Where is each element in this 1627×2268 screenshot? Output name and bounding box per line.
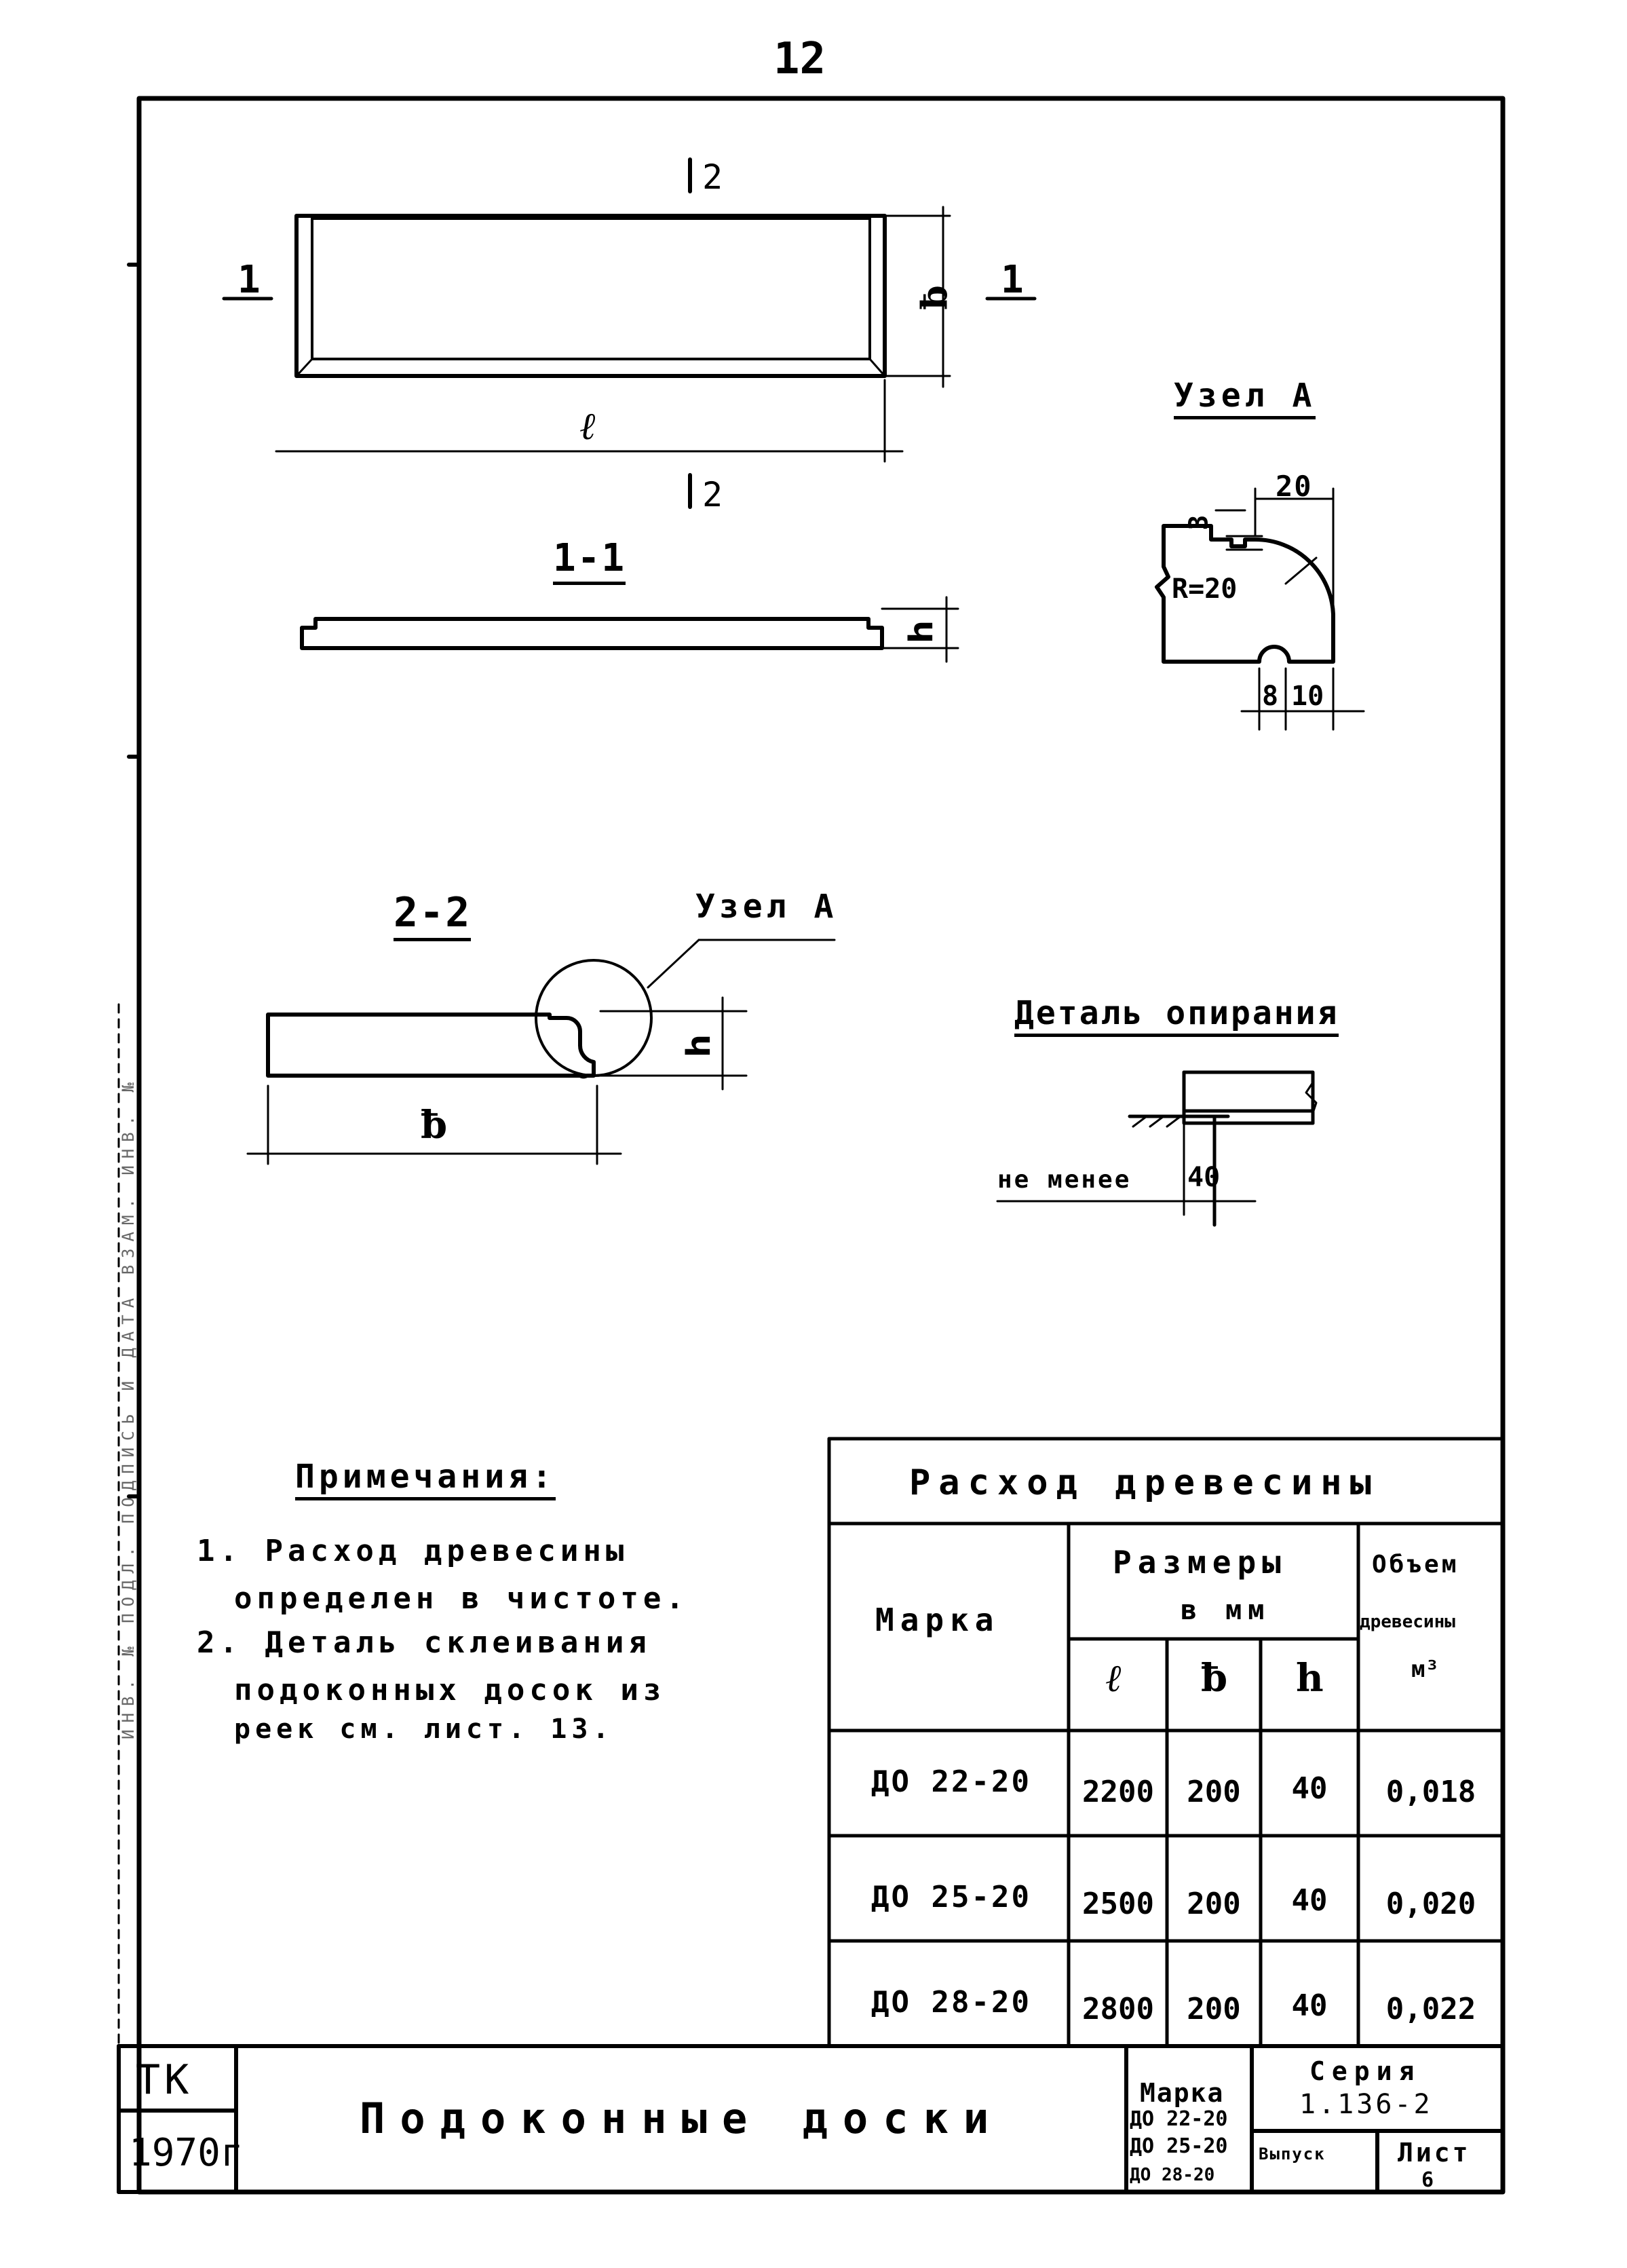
title-block-mark-label: Марка — [1140, 2078, 1225, 2108]
title-block-sheet-label: Лист — [1398, 2138, 1471, 2168]
plan-section-mark-left: 1 — [237, 258, 265, 302]
section-2-2-title: 2-2 — [394, 889, 471, 941]
title-block-mark-1: ДО 22-20 — [1130, 2107, 1228, 2131]
notes-line-4: подоконных досок из — [234, 1673, 666, 1707]
table-row-2-v: 0,020 — [1385, 1886, 1476, 1921]
table-row-3-l: 2800 — [1082, 1991, 1154, 2026]
table-col-volume-sub: древесины — [1360, 1612, 1455, 1632]
table-row-1-mark: ДО 22-20 — [871, 1764, 1031, 1799]
table-row-2-h: 40 — [1291, 1883, 1328, 1918]
table-row-1-h: 40 — [1291, 1771, 1328, 1806]
table-sub-h: h — [1296, 1656, 1328, 1701]
table-row-3-v: 0,022 — [1385, 1991, 1476, 2026]
table-grid — [829, 1439, 1503, 2046]
sheet-number: 12 — [773, 34, 826, 84]
table-col-sizes-unit: в мм — [1181, 1595, 1271, 1626]
margin-note: ИНВ. № ПОДЛ. ПОДПИСЬ И ДАТА ВЗАМ. ИНВ. № — [118, 1076, 138, 1739]
notes-line-1: 1. Расход древесины — [197, 1534, 629, 1568]
table-row-1-v: 0,018 — [1385, 1774, 1476, 1809]
table-row-2-l: 2500 — [1082, 1886, 1154, 1921]
plan-dim-width: ƀ — [914, 281, 956, 310]
plan-section-mark-right: 1 — [1001, 258, 1028, 302]
plan-dim-length: ℓ — [580, 404, 600, 449]
section-2-2-node-label: Узел А — [695, 888, 838, 926]
title-block-sheet: 6 — [1421, 2168, 1434, 2192]
title-block-org: ТК — [136, 2056, 193, 2104]
section-2-2-dim-h: h — [680, 1029, 719, 1058]
notes-line-5: реек см. лист. 13. — [234, 1714, 614, 1745]
title-block-mark-2: ДО 25-20 — [1130, 2134, 1228, 2158]
title-block-mark-3: ДО 28-20 — [1130, 2165, 1215, 2185]
notes-line-2: определен в чистоте. — [234, 1581, 689, 1616]
table-row-3-b: 200 — [1187, 1991, 1241, 2026]
support-detail-title: Деталь опирания — [1014, 994, 1339, 1037]
section-1-1-profile — [302, 619, 882, 648]
node-a-dim-8: 8 — [1262, 681, 1279, 712]
node-a-dim-10: 10 — [1291, 681, 1324, 712]
table-row-2-b: 200 — [1187, 1886, 1241, 1921]
plan-section-mark-bottom: 2 — [702, 475, 727, 514]
title-block-series: 1.136-2 — [1299, 2089, 1433, 2120]
section-2-2-profile — [268, 1015, 594, 1076]
node-a-dim-20: 20 — [1276, 470, 1313, 503]
plan-section-mark-top: 2 — [702, 157, 727, 197]
table-row-3-mark: ДО 28-20 — [871, 1984, 1031, 2020]
table-row-3-h: 40 — [1291, 1988, 1328, 2023]
section-1-1-dim-h: h — [902, 616, 941, 644]
support-detail-label: не менее — [997, 1166, 1132, 1194]
section-2-2-dim-width: ƀ — [421, 1103, 452, 1148]
table-col-volume-unit: м³ — [1411, 1656, 1439, 1683]
table-row-2-mark: ДО 25-20 — [871, 1879, 1031, 1914]
notes-title: Примечания: — [295, 1458, 556, 1500]
table-col-mark: Марка — [875, 1602, 1000, 1638]
title-block-year: 1970г — [129, 2131, 244, 2175]
table-sub-l: ℓ — [1106, 1656, 1126, 1701]
node-a-radius: R=20 — [1172, 573, 1238, 605]
table-title: Расход древесины — [909, 1462, 1379, 1503]
node-a-title: Узел А — [1174, 377, 1316, 419]
node-a-dim-3: 3 — [1183, 510, 1214, 531]
notes-line-3: 2. Деталь склеивания — [197, 1625, 651, 1660]
table-col-sizes: Размеры — [1113, 1544, 1287, 1581]
title-block-issue-label: Выпуск — [1259, 2144, 1326, 2163]
title-block-series-label: Серия — [1309, 2056, 1421, 2086]
table-row-1-l: 2200 — [1082, 1774, 1154, 1809]
table-row-1-b: 200 — [1187, 1774, 1241, 1809]
plan-board-outline — [296, 216, 885, 376]
table-sub-b: ƀ — [1201, 1656, 1232, 1701]
section-1-1-title: 1-1 — [553, 536, 626, 585]
title-block-title: Подоконные доски — [360, 2094, 1004, 2143]
table-col-volume: Объем — [1372, 1551, 1459, 1579]
support-detail-dim: 40 — [1187, 1162, 1221, 1193]
